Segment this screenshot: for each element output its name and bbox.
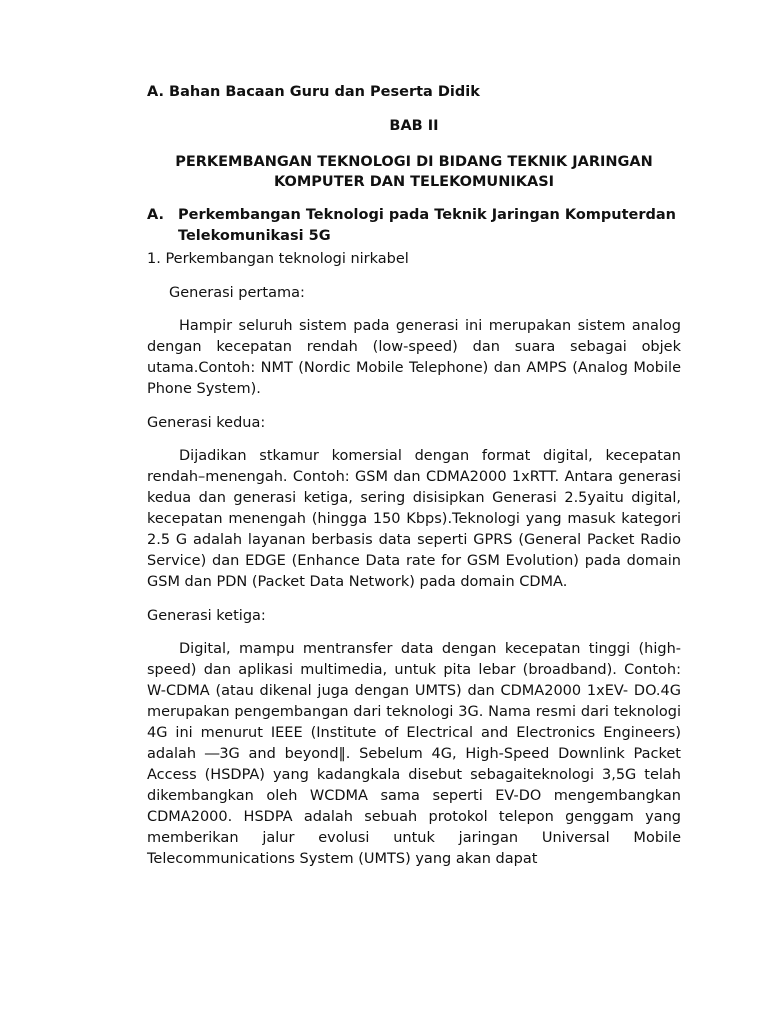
subsection-heading: 1. Perkembangan teknologi nirkabel	[147, 251, 409, 267]
generation-paragraph: Digital, mampu mentransfer data dengan kecepatan tinggi (high- speed) dan aplikasi multimedia, untuk pita lebar (broadband). Contoh: W-CDMA (atau dikenal juga dengan UMTS) dan CDMA2000 1xEV- DO.4G merupakan pengembangan dari teknologi 3G. Nama resmi dari teknologi 4G ini menurut IEEE (Institute of Electrical and Electronics Engineers) adalah ―3G and beyond‖. Sebelum 4G, High-Speed Downlink Packet Access (HSDPA) yang kadangkala disebut sebagaiteknologi 3,5G telah dikembangkan oleh WCDMA sama seperti EV-DO mengembangkan CDMA2000. HSDPA adalah sebuah protokol telepon genggam yang memberikan jalur evolusi untuk jaringan Universal Mobile Telecommunications System (UMTS) yang akan dapat	[147, 641, 681, 867]
section-title: Perkembangan Teknologi pada Teknik Jaringan Komputerdan Telekomunikasi 5G	[178, 207, 677, 244]
generation-label: Generasi kedua:	[147, 415, 266, 431]
heading-a: A. Bahan Bacaan Guru dan Peserta Didik	[147, 84, 480, 100]
section-heading	[147, 205, 681, 247]
chapter-number: BAB II	[389, 118, 439, 134]
section-number: A.	[147, 207, 164, 223]
generation-paragraph: Dijadikan stkamur komersial dengan format digital, kecepatan rendah–menengah. Contoh: GSM dan CDMA2000 1xRTT. Antara generasi kedua dan generasi ketiga, sering disisipkan Generasi 2.5yaitu digital, kecepatan menengah (hingga 150 Kbps).Teknologi yang masuk kategori 2.5 G adalah layanan berbasis data seperti GPRS (General Packet Radio Service) dan EDGE (Enhance Data rate for GSM Evolution) pada domain GSM dan PDN (Packet Data Network) pada domain CDMA.	[147, 448, 681, 590]
generation-paragraph: Hampir seluruh sistem pada generasi ini merupakan sistem analog dengan kecepatan rendah (low-speed) dan suara sebagai objek utama.Contoh: NMT (Nordic Mobile Telephone) dan AMPS (Analog Mobile Phone System).	[147, 318, 681, 397]
chapter-title: PERKEMBANGAN TEKNOLOGI DI BIDANG TEKNIK JARINGAN KOMPUTER DAN TELEKOMUNIKASI	[175, 154, 653, 190]
generation-label: Generasi ketiga:	[147, 608, 266, 624]
generation-label: Generasi pertama:	[169, 285, 305, 301]
document-body	[147, 82, 681, 870]
